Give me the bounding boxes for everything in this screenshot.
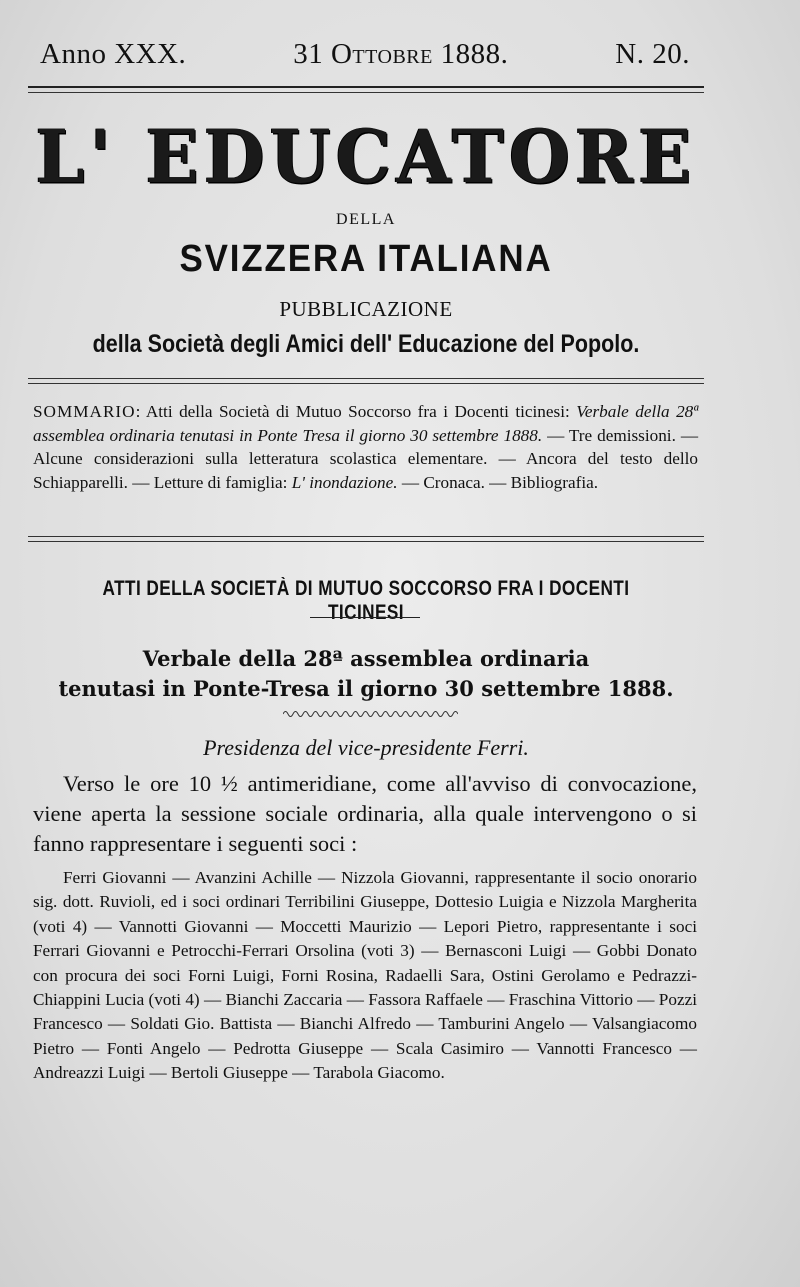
issue-year: Anno XXX. bbox=[40, 38, 187, 70]
header-rule-top bbox=[28, 86, 704, 88]
issue-number: N. 20. bbox=[615, 38, 690, 70]
masthead-della: DELLA bbox=[336, 211, 396, 228]
soci-list-paragraph: Ferri Giovanni — Avanzini Achille — Nizzola Giovanni, rappresentante il socio onorario sig. dott. Ruvioli, ed i soci ordinari Terribilini Giuseppe, Dottesio Luigia e Nizzola Margherita (voti 4) — Vannotti Giovanni — Moccetti Maurizio — Lepori Pietro, rappresentante i soci Ferrari Giovanni e Petrocchi-Ferrari Orsolina (voti 3) — Bernasconi Luigi — Gobbi Donato con procura dei soci Forni Luigi, Forni Rosina, Radaelli Sara, Ostini Gerolamo e Pedrazzi-Chiappini Lucia (voti 4) — Bianchi Zaccaria — Fassora Raffaele — Fraschina Vittorio — Pozzi Francesco — Soldati Gio. Battista — Bianchi Alfredo — Tamburini Angelo — Valsangiacomo Pietro — Fonti Angelo — Pedrotta Giuseppe — Scala Casimiro — Vannotti Francesco — Andreazzi Luigi — Bertoli Giuseppe — Tarabola Giacomo. bbox=[33, 868, 697, 1083]
sommario-rule-top-1 bbox=[28, 378, 704, 379]
issue-header bbox=[40, 38, 690, 71]
sommario-rule-bottom-2 bbox=[28, 541, 704, 542]
header-rule-bottom bbox=[28, 92, 704, 93]
masthead-pubblicazione: PUBBLICAZIONE bbox=[279, 297, 453, 321]
masthead-title: L' EDUCATORE bbox=[35, 112, 697, 201]
section-title: ATTI DELLA SOCIETÀ DI MUTUO SOCCORSO FRA I DOCENTI TICINESI bbox=[102, 577, 630, 624]
issue-date: 31 Ottobre 1888. bbox=[293, 38, 509, 70]
section-short-rule bbox=[310, 617, 420, 618]
sommario-rule-top-2 bbox=[28, 383, 704, 384]
sommario-rule-bottom-1 bbox=[28, 536, 704, 537]
presidenza-line: Presidenza del vice-presidente Ferri. bbox=[203, 735, 529, 760]
verbale-heading: Verbale della 28ª assemblea ordinaria tenutasi in Ponte-Tresa il giorno 30 settembre 1888. bbox=[58, 646, 674, 701]
intro-paragraph: Verso le ore 10 ½ antimeridiane, come all'avviso di convocazione, viene aperta la sessione sociale ordinaria, alla quale intervengono o si fanno rappresentare i seguenti soci : bbox=[33, 771, 697, 856]
masthead-subtitle: SVIZZERA ITALIANA bbox=[179, 238, 553, 280]
sommario-label: SOMMARIO bbox=[33, 402, 136, 421]
masthead-societa: della Società degli Amici dell' Educazione del Popolo. bbox=[92, 330, 640, 358]
wavy-divider bbox=[283, 709, 458, 719]
sommario: SOMMARIO: Atti della Società di Mutuo Soccorso fra i Docenti ticinesi: Verbale della 28ª assemblea ordinaria tenutasi in Ponte Tresa il giorno 30 settembre 1888. — Tre demissioni. — Alcune considerazioni sulla letteratura scolastica elementare. — Ancora del testo dello Schiapparelli. — Letture di famiglia: L' inondazione. — Cronaca. — Bibliografia. bbox=[33, 402, 699, 492]
